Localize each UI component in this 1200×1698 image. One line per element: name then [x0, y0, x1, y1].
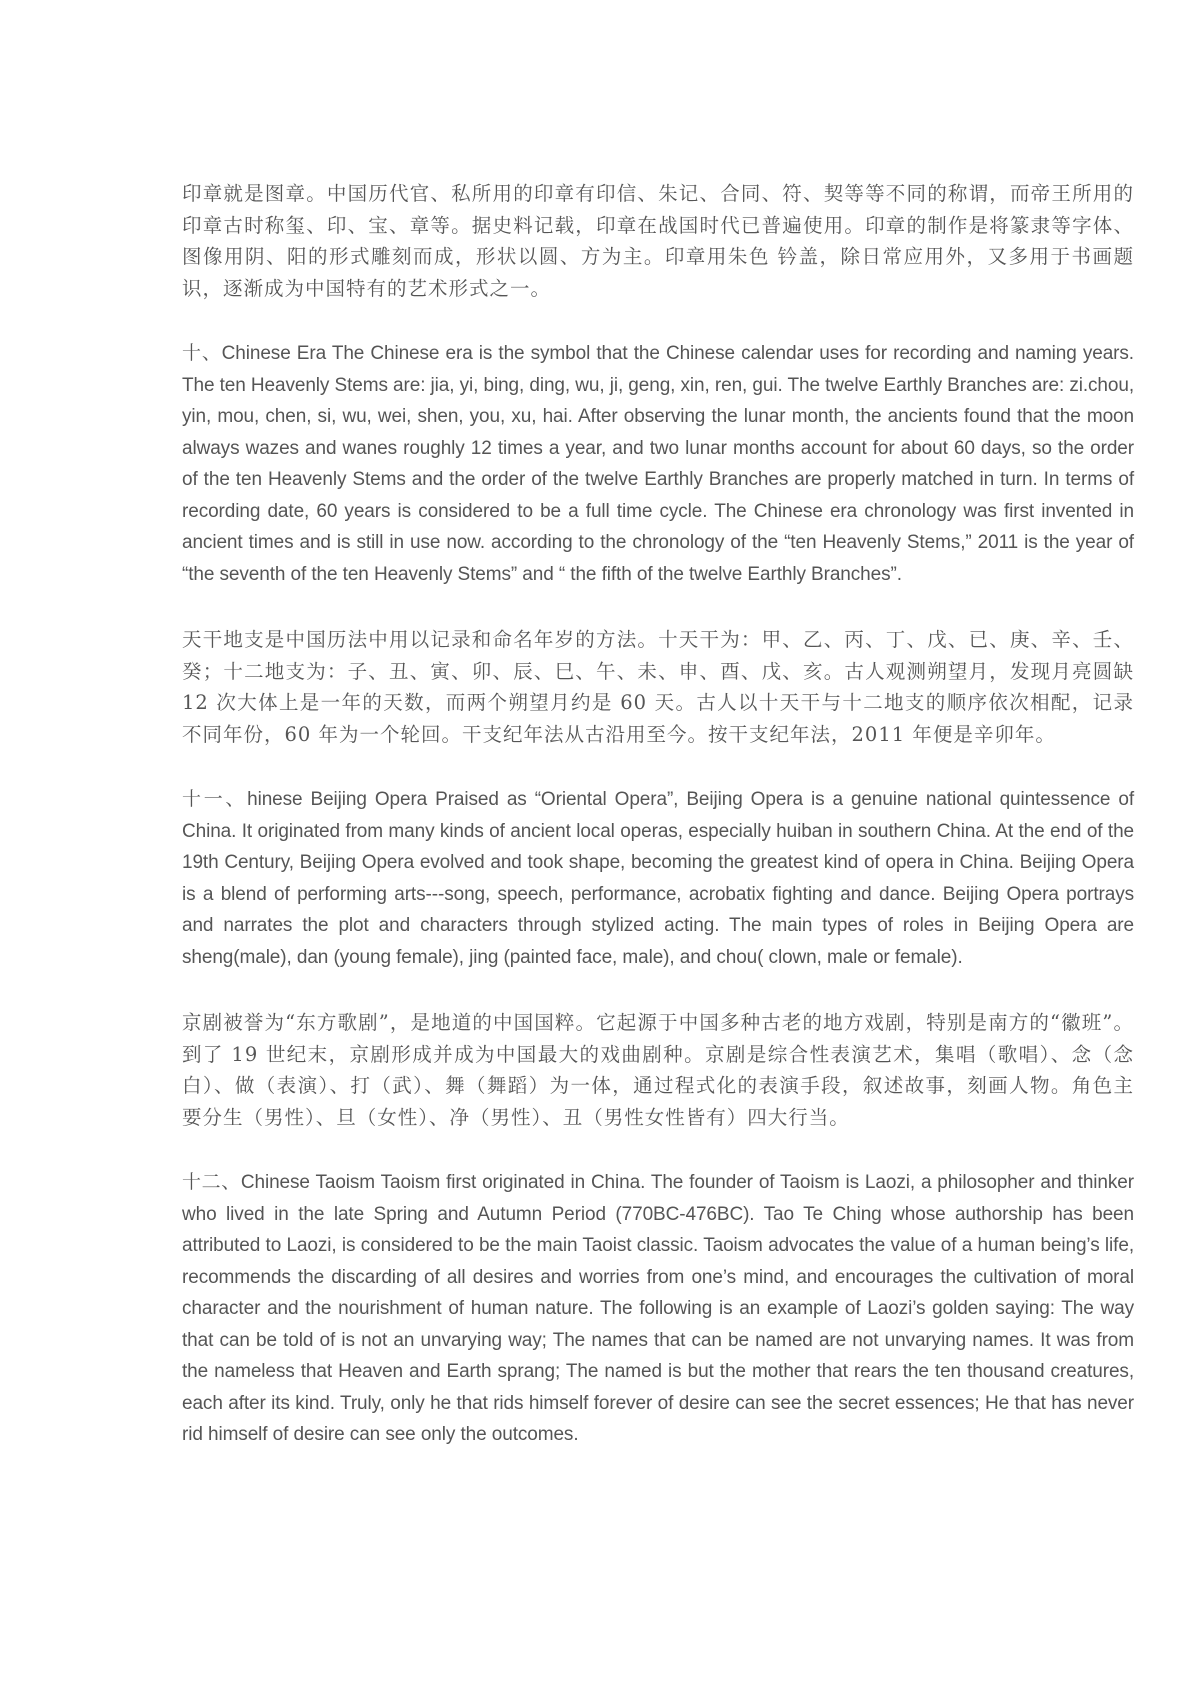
paragraph-seal-zh: 印章就是图章。中国历代官、私所用的印章有印信、朱记、合同、符、契等等不同的称谓，而帝王所用的印章古时称玺、印、宝、章等。据史料记载，印章在战国时代已普遍使用。印章的制作是将篆隶等字体、图像用阴、阳的形式雕刻而成，形状以圆、方为主。印章用朱色 钤盖，除日常应用外，又多用于书画题识，逐渐成为中国特有的艺术形式之一。	[182, 182, 1134, 300]
paragraph-beijing-opera-zh: 京剧被誉为“东方歌剧”，是地道的中国国粹。它起源于中国多种古老的地方戏剧，特别是南方的“徽班”。到了 19 世纪末，京剧形成并成为中国最大的戏曲剧种。京剧是综合性表演艺术，集唱（歌唱）、念（念白）、做（表演）、打（武）、舞（舞蹈）为一体，通过程式化的表演手段，叙述故事，刻画人物。角色主要分生（男性）、旦（女性）、净（男性）、丑（男性女性皆有）四大行当。	[182, 1011, 1134, 1129]
paragraph-chinese-era-zh: 天干地支是中国历法中用以记录和命名年岁的方法。十天干为：甲、乙、丙、丁、戊、已、庚、辛、壬、癸；十二地支为：子、丑、寅、卯、辰、巳、午、未、申、酉、戊、亥。古人观测朔望月，发现月亮圆缺 12 次大体上是一年的天数，而两个朔望月约是 60 天。古人以十天干与十二地支的顺序依次相配，记录不同年份，60 年为一个轮回。干支纪年法从古沿用至今。按干支纪年法，2011 年便是辛卯年。	[182, 628, 1134, 746]
paragraph-chinese-era-en: 十、Chinese Era The Chinese era is the symbol that the Chinese calendar uses for recording and naming years. The ten Heavenly Stems are: jia, yi, bing, ding, wu, ji, geng, xin, ren, gui. The twelve Earthly Branches are: zi.chou, yin, mou, chen, si, wu, wei, shen, you, xu, hai. After observing the lunar month, the ancients found that the moon always wazes and wanes roughly 12 times a year, and two lunar months account for about 60 days, so the order of the ten Heavenly Stems and the order of the twelve Earthly Branches are properly matched in turn. In terms of recording date, 60 years is considered to be a full time cycle. The Chinese era chronology was first invented in ancient times and is still in use now. according to the chronology of the “ten Heavenly Stems,” 2011 is the year of “the seventh of the ten Heavenly Stems” and “ the fifth of the twelve Earthly Branches”.	[182, 343, 1134, 585]
paragraph-beijing-opera-en: 十一、hinese Beijing Opera Praised as “Oriental Opera”, Beijing Opera is a genuine national quintessence of China. It originated from many kinds of ancient local operas, especially huiban in southern China. At the end of the 19th Century, Beijing Opera evolved and took shape, becoming the greatest kind of opera in China. Beijing Opera is a blend of performing arts---song, speech, performance, acrobatix fighting and dance. Beijing Opera portrays and narrates the plot and characters through stylized acting. The main types of roles in Beijing Opera are sheng(male), dan (young female), jing (painted face, male), and chou( clown, male or female).	[182, 789, 1134, 968]
paragraph-taoism-en: 十二、Chinese Taoism Taoism first originated in China. The founder of Taoism is Laozi, a philosopher and thinker who lived in the late Spring and Autumn Period (770BC-476BC). Tao Te Ching whose authorship has been attributed to Laozi, is considered to be the main Taoist classic. Taoism advocates the value of a human being’s life, recommends the discarding of all desires and worries from one’s mind, and encourages the cultivation of moral character and the nourishment of human nature. The following is an example of Laozi’s golden saying: The way that can be told of is not an unvarying way; The names that can be named are not unvarying names. It was from the nameless that Heaven and Earth sprang; The named is but the mother that rears the ten thousand creatures, each after its kind. Truly, only he that rids himself forever of desire can see the secret essences; He that has never rid himself of desire can see only the outcomes.	[182, 1172, 1134, 1445]
document-page	[182, 178, 1134, 1485]
